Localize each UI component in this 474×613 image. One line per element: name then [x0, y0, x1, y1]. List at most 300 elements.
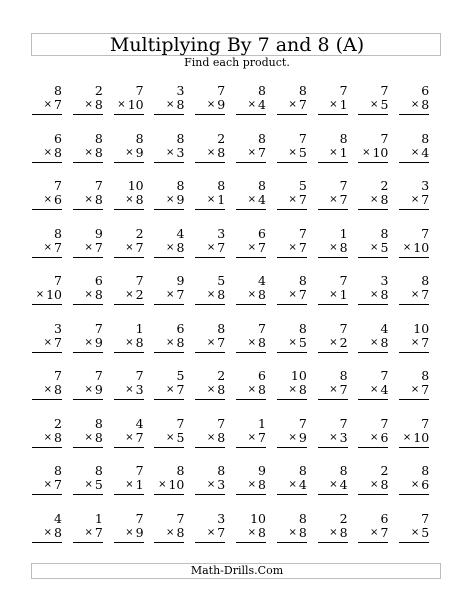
- problem-row: [32, 274, 444, 322]
- answer-line: [318, 209, 348, 210]
- problem: [277, 417, 307, 448]
- multiplicand: 8: [176, 130, 185, 146]
- answer-line: [399, 352, 429, 353]
- multiplier: 7: [421, 334, 430, 350]
- multiplicand: 7: [258, 320, 266, 336]
- answer-line: [236, 399, 266, 400]
- multiplier: 8: [94, 287, 103, 302]
- times-sign: ×: [125, 146, 134, 158]
- problem: [195, 417, 225, 448]
- answer-line: [236, 494, 266, 495]
- answer-line: [195, 162, 225, 163]
- multiplicand: 6: [94, 273, 103, 288]
- multiplier: 9: [217, 97, 226, 112]
- multiplier-line: [195, 336, 225, 350]
- answer-line: [318, 542, 348, 543]
- times-sign: ×: [206, 431, 216, 443]
- problem: [195, 512, 225, 543]
- multiplier: 2: [135, 287, 144, 302]
- answer-line: [154, 399, 184, 400]
- times-sign: ×: [166, 146, 175, 158]
- problem-row: [32, 84, 444, 132]
- times-sign: ×: [84, 289, 93, 300]
- problem-grid: [32, 84, 444, 559]
- times-sign: ×: [370, 431, 379, 443]
- multiplicand: 8: [94, 130, 103, 146]
- problem: [114, 369, 144, 400]
- multiplier: 8: [135, 334, 144, 350]
- answer-line: [114, 304, 144, 305]
- problem: [114, 512, 144, 543]
- worksheet-instructions: Find each product.: [184, 56, 290, 69]
- multiplier: 7: [94, 524, 103, 540]
- multiplier: 5: [380, 97, 389, 112]
- multiplier: 5: [298, 334, 307, 350]
- multiplicand: 8: [298, 463, 307, 478]
- answer-line: [399, 162, 429, 163]
- multiplier-line: [318, 288, 348, 302]
- times-sign: ×: [370, 99, 379, 110]
- multiplier: 7: [258, 239, 266, 255]
- multiplicand: 7: [421, 225, 430, 241]
- problem: [154, 417, 184, 448]
- multiplier-line: [73, 431, 103, 445]
- multiplier: 8: [176, 97, 185, 112]
- times-sign: ×: [410, 336, 420, 348]
- times-sign: ×: [206, 241, 216, 253]
- answer-line: [73, 447, 103, 448]
- times-sign: ×: [329, 336, 338, 348]
- answer-line: [154, 542, 184, 543]
- multiplier-line: [195, 288, 225, 302]
- multiplicand: 7: [380, 130, 389, 146]
- times-sign: ×: [288, 289, 297, 300]
- multiplicand: 5: [298, 178, 307, 193]
- multiplier: 8: [258, 477, 266, 492]
- multiplier-line: [318, 336, 348, 350]
- problem: [318, 369, 348, 400]
- multiplier-line: [236, 478, 266, 492]
- multiplier: 10: [413, 239, 430, 255]
- answer-line: [358, 304, 388, 305]
- multiplier: 9: [94, 382, 103, 397]
- problem: [358, 417, 388, 448]
- multiplicand: 7: [135, 368, 144, 383]
- multiplier: 10: [46, 287, 62, 302]
- answer-line: [32, 257, 62, 258]
- multiplicand: 7: [94, 178, 103, 193]
- times-sign: ×: [43, 146, 53, 158]
- answer-line: [399, 257, 429, 258]
- multiplier-line: [277, 288, 307, 302]
- answer-line: [277, 494, 307, 495]
- problem: [399, 84, 429, 115]
- multiplier-line: [318, 146, 348, 160]
- times-sign: ×: [370, 336, 379, 348]
- answer-line: [154, 114, 184, 115]
- answer-line: [73, 542, 103, 543]
- multiplier: 5: [298, 144, 307, 160]
- answer-line: [195, 494, 225, 495]
- multiplier-line: [399, 478, 429, 492]
- multiplier: 7: [54, 239, 62, 255]
- problem: [154, 227, 184, 258]
- answer-line: [277, 209, 307, 210]
- multiplier-line: [358, 288, 388, 302]
- problem: [73, 132, 103, 163]
- times-sign: ×: [43, 241, 53, 253]
- times-sign: ×: [166, 194, 175, 205]
- problem: [399, 322, 429, 353]
- multiplicand: 7: [135, 510, 144, 526]
- answer-line: [114, 494, 144, 495]
- times-sign: ×: [410, 384, 420, 395]
- multiplier: 8: [94, 429, 103, 445]
- answer-line: [32, 209, 62, 210]
- answer-line: [236, 447, 266, 448]
- times-sign: ×: [329, 431, 338, 443]
- multiplier-line: [32, 98, 62, 112]
- multiplicand: 10: [127, 178, 144, 193]
- times-sign: ×: [166, 289, 175, 300]
- answer-line: [236, 304, 266, 305]
- multiplicand: 2: [339, 510, 348, 526]
- multiplier-line: [195, 193, 225, 207]
- answer-line: [195, 304, 225, 305]
- multiplier: 7: [54, 97, 62, 112]
- problem: [114, 84, 144, 115]
- problem: [195, 369, 225, 400]
- answer-line: [318, 114, 348, 115]
- problem: [73, 227, 103, 258]
- answer-line: [32, 162, 62, 163]
- answer-line: [318, 352, 348, 353]
- times-sign: ×: [288, 99, 297, 110]
- answer-line: [236, 162, 266, 163]
- multiplier-line: [154, 193, 184, 207]
- problem: [277, 512, 307, 543]
- problem: [236, 464, 266, 495]
- answer-line: [277, 114, 307, 115]
- multiplier-line: [154, 478, 184, 492]
- multiplicand: 8: [380, 225, 389, 241]
- times-sign: ×: [206, 146, 216, 158]
- times-sign: ×: [206, 526, 216, 538]
- multiplier: 7: [380, 524, 389, 540]
- answer-line: [32, 304, 62, 305]
- problem: [277, 369, 307, 400]
- multiplier: 1: [339, 287, 348, 302]
- multiplicand: 8: [421, 463, 430, 478]
- problem: [73, 179, 103, 210]
- multiplier-line: [114, 146, 144, 160]
- multiplicand: 7: [380, 415, 389, 431]
- multiplicand: 3: [54, 320, 62, 336]
- answer-line: [73, 304, 103, 305]
- answer-line: [154, 257, 184, 258]
- multiplier: 10: [127, 97, 144, 112]
- times-sign: ×: [84, 384, 93, 395]
- multiplicand: 8: [54, 225, 62, 241]
- times-sign: ×: [43, 526, 53, 538]
- multiplicand: 1: [258, 415, 266, 431]
- answer-line: [154, 304, 184, 305]
- multiplier-line: [277, 431, 307, 445]
- times-sign: ×: [288, 241, 297, 253]
- multiplier-line: [318, 526, 348, 540]
- multiplier-line: [154, 146, 184, 160]
- multiplicand: 8: [421, 130, 430, 146]
- multiplier-line: [195, 98, 225, 112]
- multiplicand: 8: [217, 463, 226, 478]
- times-sign: ×: [247, 241, 257, 253]
- multiplier-line: [195, 431, 225, 445]
- multiplier: 1: [339, 144, 348, 160]
- times-sign: ×: [247, 431, 257, 443]
- problem: [236, 84, 266, 115]
- multiplier: 7: [258, 144, 266, 160]
- problem: [236, 274, 266, 305]
- problem: [32, 417, 62, 448]
- answer-line: [73, 114, 103, 115]
- answer-line: [318, 257, 348, 258]
- answer-line: [399, 399, 429, 400]
- multiplier: 8: [339, 239, 348, 255]
- multiplicand: 7: [135, 83, 144, 98]
- multiplier-line: [114, 478, 144, 492]
- multiplier-line: [358, 431, 388, 445]
- answer-line: [73, 209, 103, 210]
- problem: [399, 132, 429, 163]
- problem: [236, 369, 266, 400]
- times-sign: ×: [370, 479, 379, 490]
- problem: [318, 417, 348, 448]
- multiplier-line: [73, 146, 103, 160]
- problem: [277, 322, 307, 353]
- multiplier-line: [114, 98, 144, 112]
- times-sign: ×: [288, 479, 297, 490]
- problem: [277, 84, 307, 115]
- problem-row: [32, 132, 444, 180]
- multiplier-line: [358, 146, 388, 160]
- problem-row: [32, 464, 444, 512]
- multiplicand: 7: [380, 368, 389, 383]
- multiplier-line: [277, 193, 307, 207]
- times-sign: ×: [43, 384, 53, 395]
- times-sign: ×: [288, 336, 297, 348]
- multiplicand: 4: [380, 320, 389, 336]
- multiplier-line: [277, 478, 307, 492]
- multiplicand: 7: [217, 83, 226, 98]
- answer-line: [399, 542, 429, 543]
- multiplier: 8: [380, 334, 389, 350]
- answer-line: [73, 162, 103, 163]
- multiplier: 8: [380, 477, 389, 492]
- answer-line: [114, 162, 144, 163]
- times-sign: ×: [84, 194, 93, 205]
- multiplicand: 7: [176, 415, 185, 431]
- times-sign: ×: [247, 336, 257, 348]
- problem: [236, 417, 266, 448]
- footer-brand: Math-Drills.Com: [190, 564, 284, 577]
- answer-line: [358, 494, 388, 495]
- multiplier: 3: [176, 144, 185, 160]
- multiplicand: 2: [380, 463, 389, 478]
- multiplier: 7: [54, 334, 62, 350]
- multiplier: 8: [258, 334, 266, 350]
- times-sign: ×: [247, 384, 257, 395]
- times-sign: ×: [410, 289, 420, 300]
- problem-row: [32, 179, 444, 227]
- multiplicand: 1: [94, 510, 103, 526]
- times-sign: ×: [43, 431, 53, 443]
- problem: [114, 417, 144, 448]
- multiplicand: 9: [94, 225, 103, 241]
- multiplier-line: [73, 193, 103, 207]
- multiplicand: 10: [413, 320, 430, 336]
- multiplier: 3: [217, 477, 226, 492]
- times-sign: ×: [329, 526, 338, 538]
- multiplier: 8: [380, 192, 389, 207]
- answer-line: [236, 257, 266, 258]
- times-sign: ×: [247, 146, 257, 158]
- multiplicand: 6: [258, 225, 266, 241]
- multiplicand: 8: [421, 273, 430, 288]
- multiplier: 7: [217, 334, 226, 350]
- multiplier: 1: [217, 192, 226, 207]
- multiplier: 7: [298, 239, 307, 255]
- multiplier: 5: [94, 477, 103, 492]
- multiplicand: 8: [54, 83, 62, 98]
- problem: [236, 322, 266, 353]
- multiplicand: 1: [339, 225, 348, 241]
- multiplier-line: [154, 288, 184, 302]
- answer-line: [32, 352, 62, 353]
- times-sign: ×: [410, 99, 420, 110]
- multiplicand: 7: [94, 320, 103, 336]
- multiplicand: 7: [421, 415, 430, 431]
- multiplier: 2: [339, 334, 348, 350]
- problem: [236, 179, 266, 210]
- multiplicand: 2: [94, 83, 103, 98]
- problem: [358, 132, 388, 163]
- times-sign: ×: [410, 194, 420, 205]
- multiplier: 8: [380, 287, 389, 302]
- problem: [73, 84, 103, 115]
- answer-line: [277, 352, 307, 353]
- multiplier-line: [114, 288, 144, 302]
- multiplier: 7: [298, 192, 307, 207]
- multiplier-line: [154, 241, 184, 255]
- multiplicand: 7: [298, 130, 307, 146]
- problem: [399, 179, 429, 210]
- multiplier-line: [114, 383, 144, 397]
- multiplicand: 8: [421, 368, 430, 383]
- multiplier: 7: [339, 382, 348, 397]
- problem: [32, 84, 62, 115]
- multiplier-line: [154, 431, 184, 445]
- multiplicand: 7: [339, 178, 348, 193]
- multiplier-line: [277, 526, 307, 540]
- multiplier: 8: [217, 382, 226, 397]
- multiplier-line: [399, 241, 429, 255]
- problem: [277, 274, 307, 305]
- answer-line: [399, 494, 429, 495]
- answer-line: [277, 447, 307, 448]
- multiplier-line: [73, 526, 103, 540]
- multiplier: 6: [54, 192, 62, 207]
- multiplicand: 8: [217, 178, 226, 193]
- multiplier-line: [154, 383, 184, 397]
- problem: [318, 274, 348, 305]
- problem: [277, 227, 307, 258]
- multiplicand: 7: [380, 83, 389, 98]
- multiplier: 8: [217, 144, 226, 160]
- times-sign: ×: [288, 431, 297, 443]
- multiplier: 8: [94, 144, 103, 160]
- problem: [114, 322, 144, 353]
- multiplier: 8: [298, 382, 307, 397]
- multiplicand: 4: [258, 273, 266, 288]
- times-sign: ×: [329, 289, 338, 300]
- multiplier-line: [195, 146, 225, 160]
- answer-line: [318, 447, 348, 448]
- multiplier-line: [358, 336, 388, 350]
- multiplier-line: [236, 526, 266, 540]
- problem: [318, 322, 348, 353]
- multiplier-line: [399, 288, 429, 302]
- multiplier-line: [73, 288, 103, 302]
- multiplier-line: [277, 241, 307, 255]
- multiplicand: 2: [135, 225, 144, 241]
- multiplier-line: [114, 431, 144, 445]
- answer-line: [195, 114, 225, 115]
- multiplicand: 8: [339, 368, 348, 383]
- answer-line: [114, 447, 144, 448]
- problem: [32, 132, 62, 163]
- answer-line: [277, 257, 307, 258]
- problem-row: [32, 512, 444, 560]
- answer-line: [277, 304, 307, 305]
- problem: [195, 464, 225, 495]
- problem: [73, 512, 103, 543]
- times-sign: ×: [329, 194, 338, 205]
- multiplier: 7: [217, 239, 226, 255]
- multiplier-line: [399, 146, 429, 160]
- multiplier: 4: [339, 477, 348, 492]
- problem: [277, 179, 307, 210]
- problem-row: [32, 417, 444, 465]
- problem: [236, 227, 266, 258]
- problem: [73, 417, 103, 448]
- multiplier-line: [236, 98, 266, 112]
- answer-line: [399, 447, 429, 448]
- multiplicand: 8: [54, 463, 62, 478]
- problem: [195, 179, 225, 210]
- times-sign: ×: [370, 241, 379, 253]
- answer-line: [399, 114, 429, 115]
- times-sign: ×: [329, 384, 338, 395]
- problem-row: [32, 227, 444, 275]
- multiplicand: 8: [298, 510, 307, 526]
- problem: [399, 512, 429, 543]
- times-sign: ×: [288, 194, 297, 205]
- problem: [358, 369, 388, 400]
- times-sign: ×: [370, 194, 379, 205]
- multiplicand: 7: [94, 368, 103, 383]
- multiplier-line: [32, 383, 62, 397]
- multiplier: 6: [421, 477, 430, 492]
